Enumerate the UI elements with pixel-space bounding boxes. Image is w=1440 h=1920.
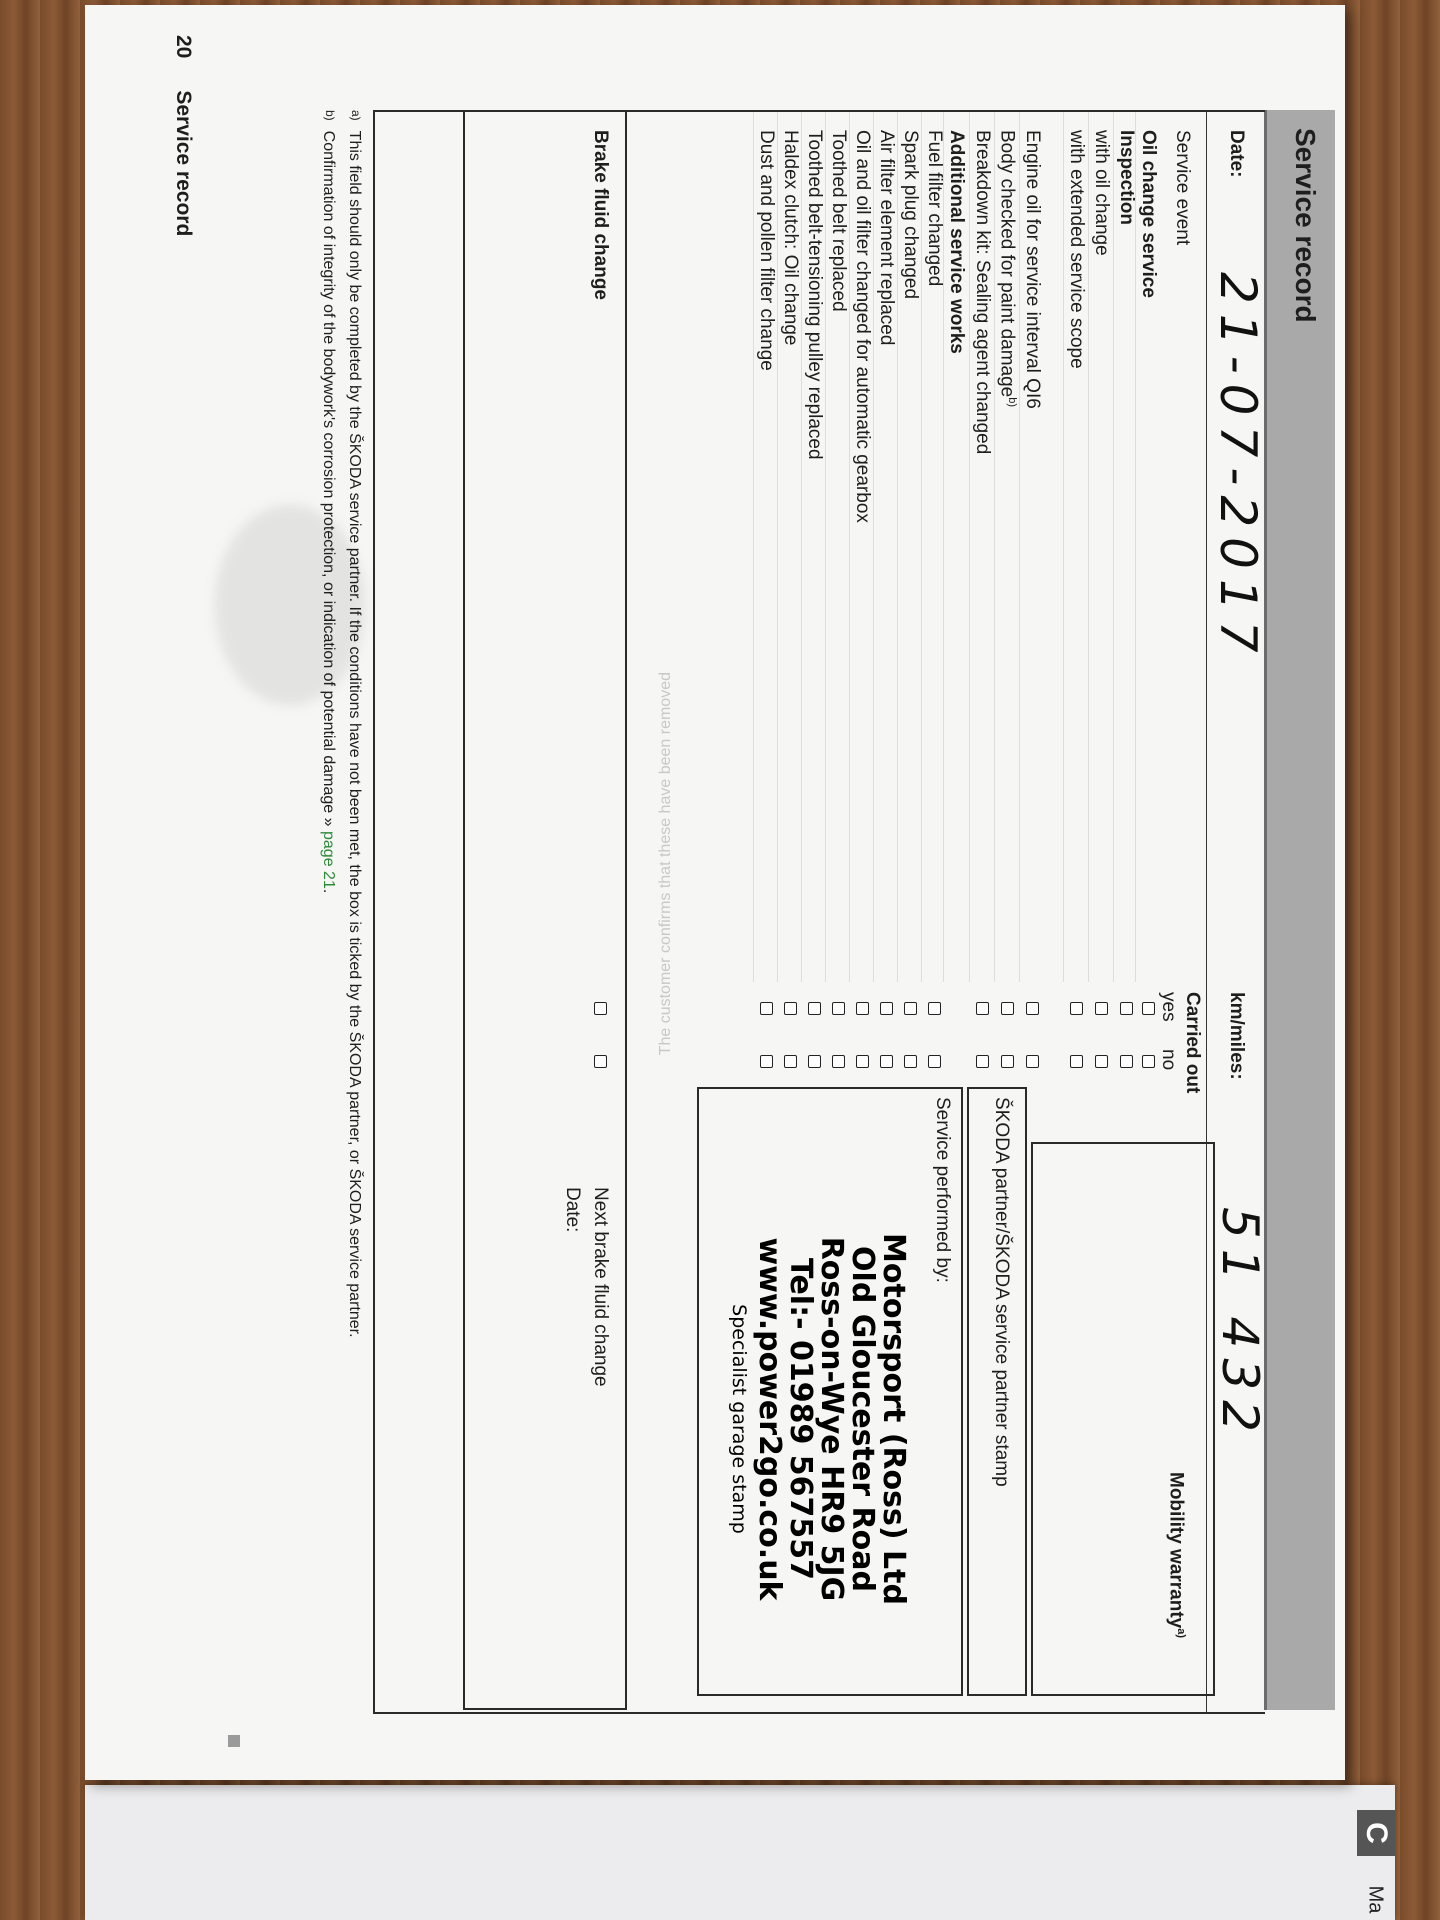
page-number: 20	[172, 35, 195, 59]
service-record-page	[85, 5, 1345, 1780]
yes-checkbox[interactable]	[856, 1002, 869, 1015]
yes-checkbox[interactable]	[880, 1002, 893, 1015]
row-divider	[1019, 112, 1020, 982]
row-divider	[921, 112, 922, 982]
no-checkbox[interactable]	[976, 1055, 989, 1068]
row-divider	[825, 112, 826, 982]
show-through-text: The customer confirms that these have been removed	[657, 672, 674, 1056]
yes-checkbox[interactable]	[760, 1002, 773, 1015]
service-item-label: with extended service scope	[1066, 130, 1087, 369]
service-item-label: Engine oil for service interval QI6	[1022, 130, 1043, 409]
stamp-line-5: www.power2go.co.uk	[752, 1237, 787, 1601]
mobility-warranty-box	[1031, 1142, 1215, 1696]
no-checkbox[interactable]	[856, 1055, 869, 1068]
service-item-label: Haldex clutch: Oil change	[780, 130, 801, 346]
rotated-content	[85, 15, 1335, 1755]
no-checkbox[interactable]	[904, 1055, 917, 1068]
row-divider	[994, 112, 995, 982]
yes-checkbox[interactable]	[904, 1002, 917, 1015]
page-section: Service record	[172, 90, 195, 237]
no-checkbox[interactable]	[784, 1055, 797, 1068]
service-item-label: Breakdown kit: Sealing agent changed	[972, 130, 993, 455]
service-item-label: Additional service works	[946, 130, 967, 354]
no-checkbox[interactable]	[1095, 1055, 1108, 1068]
row-divider	[1135, 112, 1136, 982]
no-checkbox[interactable]	[1142, 1055, 1155, 1068]
stamp-line-4: Tel:- 01989 567557	[783, 1257, 818, 1581]
service-form	[373, 110, 1269, 1714]
service-item-label: Dust and pollen filter change	[756, 130, 777, 371]
service-item-label: Fuel filter changed	[924, 130, 945, 287]
date-label: Date:	[1226, 130, 1247, 178]
next-brake-label: Next brake fluid change	[590, 1187, 611, 1387]
no-checkbox[interactable]	[760, 1055, 773, 1068]
row-divider	[801, 112, 802, 982]
row-divider	[1113, 112, 1114, 982]
no-checkbox[interactable]	[1120, 1055, 1133, 1068]
no-checkbox[interactable]	[1070, 1055, 1083, 1068]
no-checkbox[interactable]	[928, 1055, 941, 1068]
chapter-tab-text: Ma	[1364, 1885, 1387, 1913]
date-value: 21-07-2017	[1209, 272, 1267, 663]
no-checkbox[interactable]	[808, 1055, 821, 1068]
yes-checkbox[interactable]	[784, 1002, 797, 1015]
brake-yes-checkbox[interactable]	[594, 1002, 607, 1015]
km-label: km/miles:	[1226, 992, 1247, 1080]
yes-checkbox[interactable]	[1001, 1002, 1014, 1015]
service-item-label: Toothed belt-tensioning pulley replaced	[804, 130, 825, 460]
service-item-label: Air filter element replaced	[876, 130, 897, 346]
stamp-line-1: Motorsport (Ross) Ltd	[876, 1233, 911, 1605]
service-item-label: Oil change service	[1138, 130, 1159, 298]
row-divider	[1063, 112, 1064, 982]
yes-checkbox[interactable]	[1095, 1002, 1108, 1015]
yes-checkbox[interactable]	[976, 1002, 989, 1015]
footnote-b: $^{b)}$Confirmation of integrity of the bodywork's corrosion protection, or indication of potential damage » page 21.	[320, 110, 337, 894]
mobility-warranty-label: Mobility warranty$^{a)}$	[1165, 1472, 1187, 1639]
no-checkbox[interactable]	[1026, 1055, 1039, 1068]
yes-checkbox[interactable]	[1070, 1002, 1083, 1015]
page-21-link[interactable]: page 21	[320, 831, 337, 889]
row-divider	[753, 112, 754, 982]
stamp-line-3: Ross-on-Wye HR9 5JG	[814, 1236, 849, 1602]
row-divider	[969, 112, 970, 982]
row-divider	[873, 112, 874, 982]
service-item-label: Body checked for paint damage$^{b)}$	[996, 130, 1018, 408]
yes-checkbox[interactable]	[1026, 1002, 1039, 1015]
page-title: Service record	[1290, 128, 1321, 323]
service-event-label: Service event	[1172, 130, 1193, 246]
partner-stamp-label: ŠKODA partner/ŠKODA service partner stamp	[991, 1097, 1012, 1487]
km-value: 51 432	[1211, 1207, 1269, 1442]
partner-stamp-box	[967, 1087, 1027, 1696]
service-performed-label: Service performed by:	[932, 1097, 953, 1283]
chapter-tab: C	[1357, 1810, 1395, 1856]
brake-fluid-label: Brake fluid change	[590, 130, 611, 300]
brake-fluid-box	[463, 112, 627, 1710]
service-performed-box	[697, 1087, 963, 1696]
brake-no-checkbox[interactable]	[594, 1055, 607, 1068]
service-item-label: Toothed belt replaced	[828, 130, 849, 312]
yes-checkbox[interactable]	[832, 1002, 845, 1015]
yes-checkbox[interactable]	[808, 1002, 821, 1015]
no-label: no	[1158, 1049, 1179, 1071]
no-checkbox[interactable]	[880, 1055, 893, 1068]
yes-checkbox[interactable]	[1142, 1002, 1155, 1015]
title-bar	[1264, 110, 1335, 1710]
no-checkbox[interactable]	[1001, 1055, 1014, 1068]
stamp-line-2: Old Gloucester Road	[845, 1246, 880, 1592]
row-divider	[777, 112, 778, 982]
row-divider	[897, 112, 898, 982]
yes-checkbox[interactable]	[1120, 1002, 1133, 1015]
yes-checkbox[interactable]	[928, 1002, 941, 1015]
end-marker	[228, 1735, 240, 1747]
carried-out-label: Carried out	[1182, 992, 1203, 1094]
garage-stamp	[723, 1229, 909, 1609]
yes-label: yes	[1158, 992, 1179, 1022]
service-item-label: Inspection	[1116, 130, 1137, 226]
service-item-label: Oil and oil filter changed for automatic gearbox	[852, 130, 873, 523]
no-checkbox[interactable]	[832, 1055, 845, 1068]
service-item-label: Spark plug changed	[900, 130, 921, 300]
service-item-label: with oil change	[1091, 130, 1112, 256]
brake-date-label: Date:	[562, 1187, 583, 1233]
footnote-a: $^{a)}$This field should only be completed by the ŠKODA service partner. If the conditions have not been met, the box is ticked by the ŠKODA partner, or ŠKODA service partner.	[346, 110, 363, 1338]
page-footer	[171, 35, 195, 236]
next-page	[85, 1785, 1395, 1920]
row-divider	[849, 112, 850, 982]
stamp-line-6: Specialist garage stamp	[728, 1304, 750, 1534]
row-divider	[1088, 112, 1089, 982]
